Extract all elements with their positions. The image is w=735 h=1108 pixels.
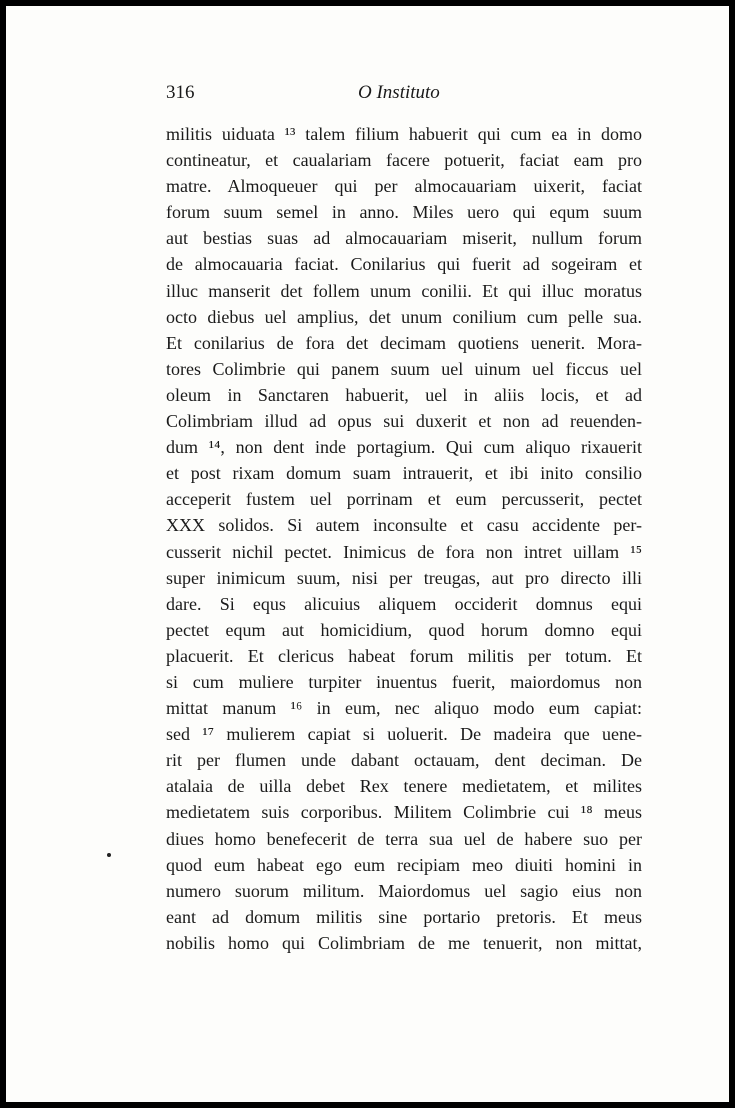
text-line: sed ¹⁷ mulierem capiat si uoluerit. De madeira que uene- [166,724,642,745]
text-line: et post rixam domum suam intrauerit, et ibi inito consilio [166,463,642,484]
text-line: quod eum habeat ego eum recipiam meo diuiti homini in [166,854,642,875]
text-line: Et conilarius de fora det decimam quotiens uenerit. Mora- [166,332,642,353]
page-number: 316 [166,82,195,103]
text-line: tores Colimbrie qui panem suum uel uinum uel ficcus uel [166,358,642,379]
text-line: XXX solidos. Si autem inconsulte et casu accidente per- [166,515,642,536]
text-line: rit per flumen unde dabant octauam, dent deciman. De [166,750,642,771]
text-line: medietatem suis corporibus. Militem Colimbrie cui ¹⁸ meus [166,802,642,823]
text-line: militis uiduata ¹³ talem filium habuerit qui cum ea in domo [166,124,642,144]
text-line: octo diebus uel amplius, det unum conilium cum pelle sua. [166,306,642,327]
text-line: matre. Almoqueuer qui per almocauariam uixerit, faciat [166,176,642,197]
text-line: eant ad domum militis sine portario pretoris. Et meus [166,906,642,927]
running-title: O Instituto [358,82,440,103]
book-page [6,6,729,1102]
text-line: numero suorum militum. Maiordomus uel sagio eius non [166,880,642,901]
text-line: placuerit. Et clericus habeat forum militis per totum. Et [166,645,642,666]
text-line: aut bestias suas ad almocauariam miserit, nullum forum [166,228,642,249]
text-line: atalaia de uilla debet Rex tenere medietatem, et milites [166,776,642,797]
text-line: de almocauaria faciat. Conilarius qui fuerit ad sogeiram et [166,254,642,275]
text-line: pectet equm aut homicidium, quod horum domno equi [166,619,642,640]
body-text [166,121,642,956]
text-line: forum suum semel in anno. Miles uero qui equm suum [166,202,642,223]
text-line: dare. Si equs alicuius aliquem occiderit domnus equi [166,593,642,614]
text-line: contineatur, et caualariam facere potuerit, faciat eam pro [166,150,642,171]
text-line: si cum muliere turpiter inuentus fuerit, maiordomus non [166,671,642,692]
text-line: super inimicum suum, nisi per treugas, aut pro directo illi [166,567,642,588]
text-line: acceperit fustem uel porrinam et eum percusserit, pectet [166,489,642,510]
text-line: oleum in Sanctaren habuerit, uel in aliis locis, et ad [166,384,642,405]
text-line: mittat manum ¹⁶ in eum, nec aliquo modo eum capiat: [166,698,642,719]
text-line: nobilis homo qui Colimbriam de me tenuerit, non mittat, [166,932,642,953]
text-line: cusserit nichil pectet. Inimicus de fora non intret uillam ¹⁵ [166,541,642,562]
page-header [6,82,729,108]
text-line: diues homo benefecerit de terra sua uel de habere suo per [166,828,642,849]
margin-mark [107,853,111,857]
text-line: Colimbriam illud ad opus sui duxerit et non ad reuenden- [166,411,642,432]
text-line: illuc manserit det follem unum conilii. Et qui illuc moratus [166,280,642,301]
text-line: dum ¹⁴, non dent inde portagium. Qui cum aliquo rixauerit [166,437,642,458]
